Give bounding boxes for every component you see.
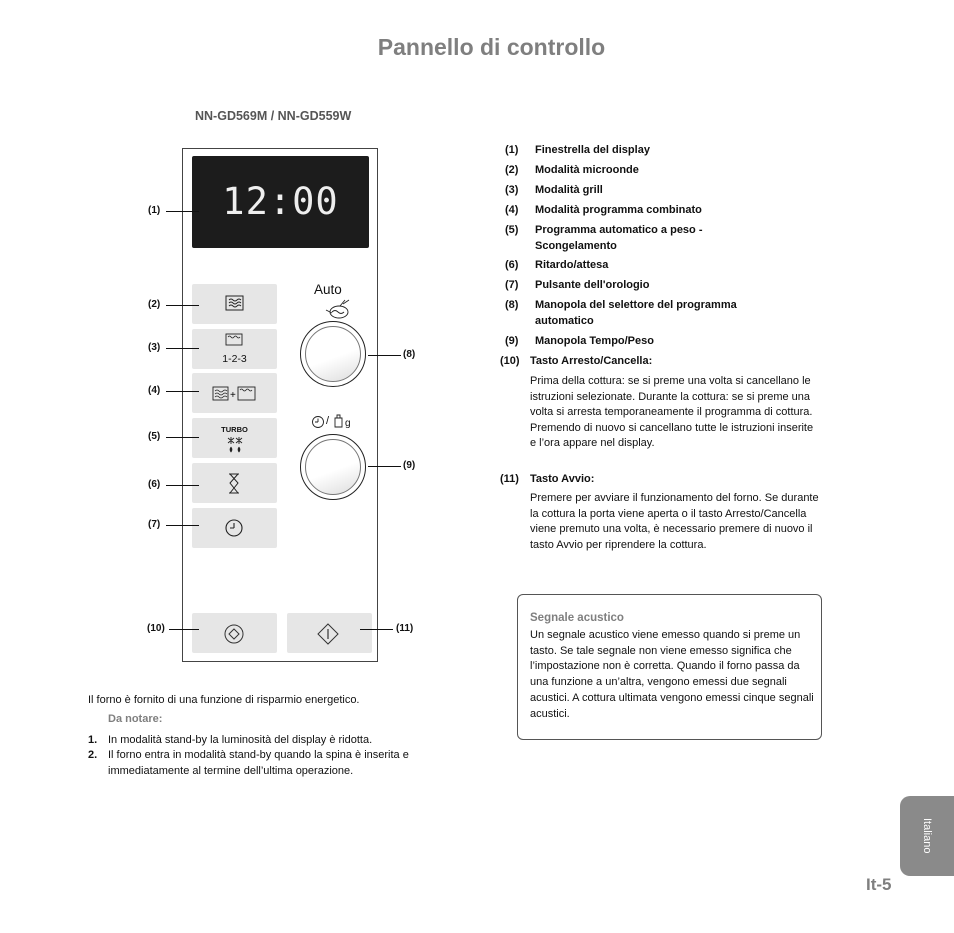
language-tab bbox=[900, 796, 954, 876]
callout-5: (5) bbox=[148, 431, 161, 442]
clock-button[interactable] bbox=[192, 508, 277, 548]
weight-icon bbox=[333, 413, 345, 429]
note-title: Da notare: bbox=[108, 713, 163, 725]
callout-10: (10) bbox=[147, 623, 165, 634]
grill-123-label: 1-2-3 bbox=[222, 353, 247, 365]
display-time: 12:00 bbox=[222, 180, 339, 223]
start-button[interactable] bbox=[287, 613, 372, 653]
beep-info-box bbox=[517, 594, 822, 740]
callout-6: (6) bbox=[148, 479, 161, 490]
defrost-icon bbox=[192, 418, 277, 458]
callout-11: (11) bbox=[396, 623, 414, 634]
leader-line bbox=[166, 391, 199, 392]
auto-program-knob[interactable] bbox=[300, 321, 366, 387]
time-weight-knob[interactable] bbox=[300, 434, 366, 500]
leader-line bbox=[166, 485, 199, 486]
language-tab-label: Italiano bbox=[921, 818, 933, 854]
turbo-defrost-button[interactable] bbox=[192, 418, 277, 458]
leader-line bbox=[360, 629, 393, 630]
page-number: It-5 bbox=[866, 875, 892, 894]
legend-10-description: Prima della cottura: se si preme una volta si cancellano le istruzioni selezionate. Durante la cottura: se si preme una volta si arresta temporaneamente il programma di cottura. Premendo di nuovo si cancellano tutte le istruzioni inserite e l’ora appare nel display. bbox=[530, 375, 814, 449]
callout-3: (3) bbox=[148, 342, 161, 353]
knob2-separator: / bbox=[326, 415, 330, 427]
callout-4: (4) bbox=[148, 385, 161, 396]
callout-7: (7) bbox=[148, 519, 161, 530]
food-icon bbox=[323, 298, 353, 320]
leader-line bbox=[169, 629, 199, 630]
beep-title: Segnale acustico bbox=[530, 612, 624, 624]
microwave-icon bbox=[192, 284, 277, 324]
page-title: Pannello di controllo bbox=[377, 34, 606, 60]
combination-icon bbox=[192, 373, 277, 413]
leader-line bbox=[166, 525, 199, 526]
energy-saving-text: Il forno è fornito di una funzione di risparmio energetico. bbox=[88, 694, 360, 706]
turbo-label: TURBO bbox=[221, 425, 248, 434]
leader-line bbox=[166, 211, 199, 212]
stop-cancel-button[interactable] bbox=[192, 613, 277, 653]
leader-line bbox=[368, 355, 401, 356]
start-icon bbox=[287, 613, 372, 653]
display-window bbox=[192, 156, 369, 248]
callout-9: (9) bbox=[403, 460, 416, 471]
svg-text:+: + bbox=[230, 390, 236, 401]
grill-button[interactable] bbox=[192, 329, 277, 369]
leader-line bbox=[368, 466, 401, 467]
callout-1: (1) bbox=[148, 205, 161, 216]
auto-label: Auto bbox=[314, 282, 342, 297]
leader-line bbox=[166, 348, 199, 349]
clock-icon bbox=[192, 508, 277, 548]
stop-icon bbox=[192, 613, 277, 653]
hourglass-icon bbox=[192, 463, 277, 503]
model-name: NN-GD569M / NN-GD559W bbox=[195, 109, 352, 123]
timer-icon bbox=[311, 415, 325, 429]
weight-unit: g bbox=[345, 418, 351, 429]
leader-line bbox=[166, 437, 199, 438]
microwave-button[interactable] bbox=[192, 284, 277, 324]
combination-button[interactable] bbox=[192, 373, 277, 413]
delay-stand-button[interactable] bbox=[192, 463, 277, 503]
legend-11-description: Premere per avviare il funzionamento del forno. Se durante la cottura la porta viene aperta o il tasto Arresto/Cancella viene premuto una volta, è necessario premere di nuovo il tasto Avvio per riprendere la cottura. bbox=[530, 492, 819, 551]
callout-8: (8) bbox=[403, 349, 416, 360]
callout-2: (2) bbox=[148, 299, 161, 310]
beep-text: Un segnale acustico viene emesso quando si preme un tasto. Se tale segnale non viene emesso significa che l’impostazione non è corretta. Quando il forno passa da una funzione a un’altra, vengono emessi due segnali acustici. A cottura ultimata vengono emessi cinque segnali acustici. bbox=[530, 629, 814, 720]
leader-line bbox=[166, 305, 199, 306]
